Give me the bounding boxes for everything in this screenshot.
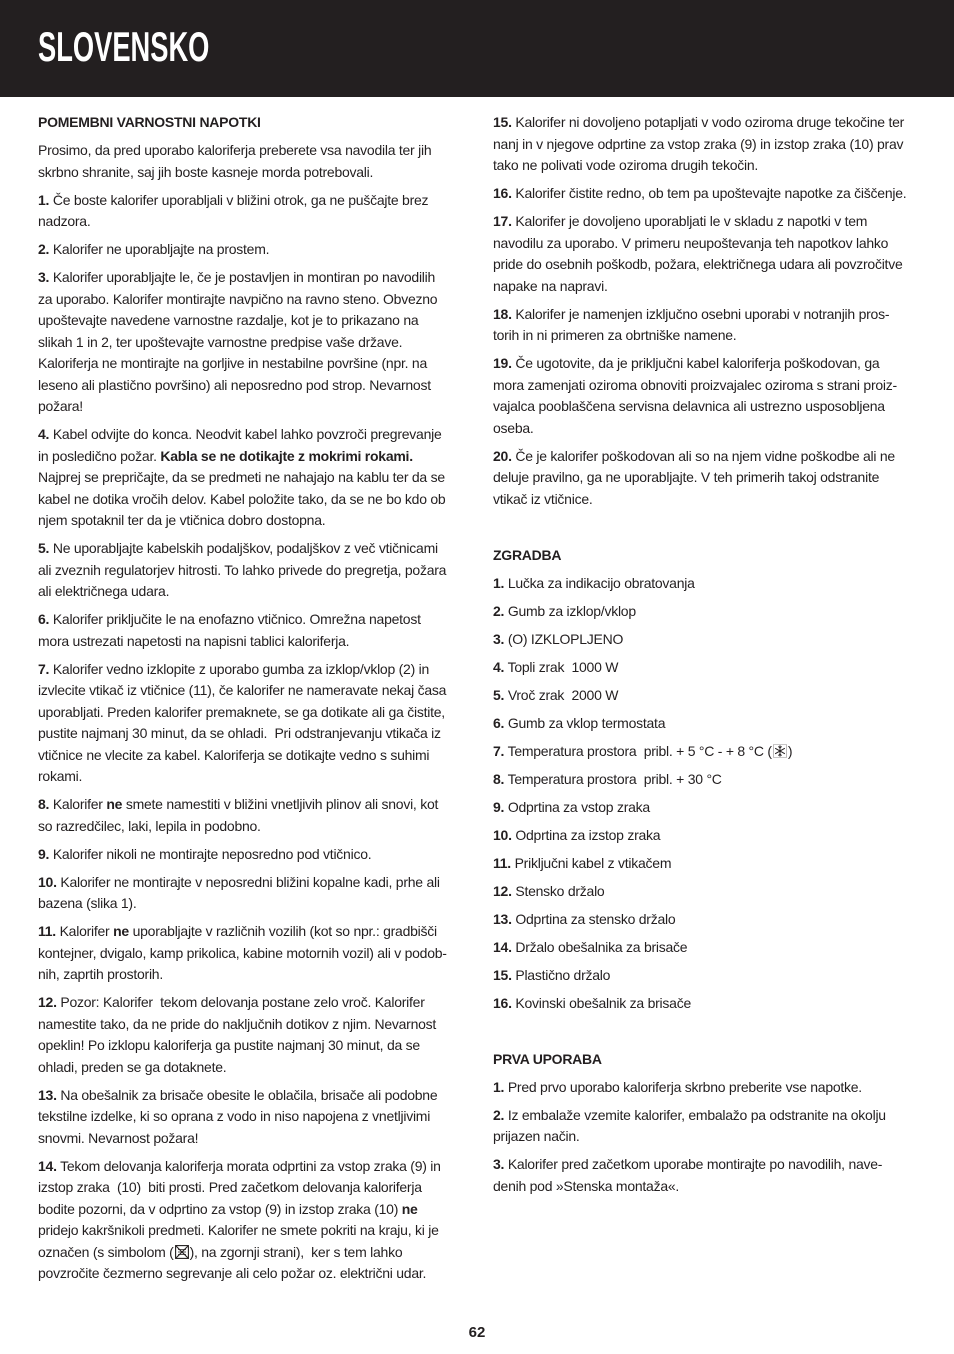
- safety-list-continued: [493, 112, 915, 510]
- item-number: 6.: [493, 714, 505, 731]
- item-text: Najprej se prepričajte, da se predmeti ne nahajajo na kablu ter da se kabel ne dotika vročih delov. Kabel položite tako, da se ne bo kdo ob njem spotaknil ter da je vtičnica dobro dostopna.: [38, 469, 446, 528]
- part-item: [493, 685, 915, 707]
- item-number: 2.: [493, 602, 505, 619]
- item-number: 12.: [38, 994, 57, 1010]
- item-text: Iz embalaže vzemite kalorifer, embalažo pa odstranite na okolju prijazen način.: [493, 1106, 886, 1144]
- part-item: [493, 713, 915, 735]
- item-text: Če ugotovite, da je priključni kabel kaloriferja poškodovan, ga mora zamenjati oziroma obnoviti proizvajalec oziroma s strani proiz- vajalca pooblaščena servisna delavnica ali ustrezno usposobljena oseba.: [493, 355, 897, 436]
- item-text: Kalorifer ne montirajte v neposredni bližini kopalne kadi, prhe ali bazena (slika 1).: [38, 873, 440, 911]
- item-number: 9.: [493, 798, 505, 815]
- item-text: Če je kalorifer poškodovan ali so na njem vidne poškodbe ali ne deluje pravilno, ga ne uporabljajte. V teh primerih takoj odstranite vtikač iz vtičnice.: [493, 447, 895, 507]
- safety-list: [38, 190, 460, 1285]
- item-number: 18.: [493, 305, 512, 322]
- item-text: Topli zrak 1000 W: [504, 658, 619, 675]
- emphasis-text: ne: [401, 1200, 418, 1217]
- item-number: 1.: [493, 1078, 505, 1095]
- part-item: [493, 657, 915, 679]
- emphasis-text: ne: [106, 796, 123, 812]
- snowflake-icon: [773, 744, 787, 758]
- item-number: 7.: [38, 660, 50, 677]
- item-text: ), na zgornji strani), ker s tem lahko povzročite čezmerno segrevanje ali celo požar oz. električni udar.: [38, 1243, 427, 1281]
- item-text: Kalorifer ne uporabljajte na prostem.: [49, 241, 270, 257]
- safety-item: [38, 267, 460, 418]
- item-text: pridejo kakršnikoli predmeti. Kalorifer ne smete pokriti na kraju, ki je označen (s simbolom (: [38, 1222, 439, 1260]
- safety-item: [493, 353, 915, 439]
- item-text: Kalorifer: [49, 796, 107, 812]
- item-text: Na obešalnik za brisače obesite le oblačila, brisače ali podobne tekstilne izdelke, ki so oprana z vodo in niso napojena z vnetljivimi snovmi. Nevarnost požara!: [38, 1086, 438, 1146]
- section-heading-construction: ZGRADBA: [493, 546, 562, 563]
- part-item: [493, 797, 915, 819]
- item-number: 16.: [493, 994, 512, 1011]
- item-text: Odprtina za izstop zraka: [511, 826, 661, 843]
- section-heading-safety: POMEMBNI VARNOSTNI NAPOTKI: [38, 114, 261, 130]
- safety-intro: Prosimo, da pred uporabo kaloriferja preberete vsa navodila ter jih skrbno shranite, saj jih boste kasneje morda potrebovali.: [38, 142, 432, 180]
- item-text: Kalorifer je dovoljeno uporabljati le v skladu z napotki v tem navodilu za uporabo. V primeru neupoštevanja teh napotkov lahko pride do osebnih poškodb, požara, električnega udara ali povzročitve napake na napravi.: [493, 213, 903, 294]
- safety-item: [38, 239, 460, 261]
- item-text: Kalorifer je namenjen izključno osebni uporabi v notranjih pros- torih in ni primeren za obrtniške namene.: [493, 305, 890, 343]
- item-text: Stensko držalo: [511, 882, 605, 899]
- part-item: [493, 881, 915, 903]
- item-number: 1.: [38, 191, 50, 208]
- part-item: [493, 573, 915, 595]
- safety-item: [38, 794, 460, 837]
- item-text: Če boste kalorifer uporabljali v bližini otrok, ga ne puščajte brez nadzora.: [38, 191, 429, 229]
- item-number: 3.: [38, 269, 50, 285]
- item-number: 4.: [38, 426, 50, 442]
- safety-item: [493, 211, 915, 297]
- item-number: 8.: [38, 796, 50, 812]
- step-item: [493, 1105, 915, 1148]
- item-number: 15.: [493, 114, 512, 130]
- part-item: [493, 629, 915, 651]
- item-number: 13.: [38, 1086, 57, 1103]
- safety-item: [38, 659, 460, 788]
- item-text: Kalorifer: [55, 923, 114, 939]
- item-number: 9.: [38, 845, 50, 862]
- item-text: Kovinski obešalnik za brisače: [511, 994, 691, 1011]
- safety-item: [493, 304, 915, 347]
- item-text: Pred prvo uporabo kaloriferja skrbno preberite vse napotke.: [504, 1078, 862, 1095]
- section-heading-first-use: PRVA UPORABA: [493, 1050, 602, 1067]
- item-number: 10.: [38, 873, 57, 890]
- item-text: Držalo obešalnika za brisače: [511, 938, 688, 955]
- part-item: [493, 909, 915, 931]
- item-number: 5.: [38, 540, 50, 556]
- item-text: Temperatura prostora pribl. + 30 °C: [504, 770, 722, 787]
- item-text: Kalorifer pred začetkom uporabe montirajte po navodilih, nave- denih pod »Stenska montaža«.: [493, 1156, 883, 1194]
- item-number: 17.: [493, 213, 512, 229]
- item-text: Kalorifer priključite le na enofazno vtičnico. Omrežna napetost mora ustrezati napetosti na napisni tablici kaloriferja.: [38, 611, 421, 649]
- item-text: Temperatura prostora pribl. + 5 °C - + 8 °C (: [504, 742, 772, 759]
- item-number: 16.: [493, 185, 512, 201]
- item-number: 3.: [493, 1156, 505, 1172]
- safety-item: [38, 538, 460, 603]
- parts-list: [493, 573, 915, 1015]
- safety-item: [493, 112, 915, 177]
- no-cover-icon: [175, 1245, 189, 1259]
- item-text: Kalorifer vedno izklopite z uporabo gumba za izklop/vklop (2) in izvlecite vtikač iz vtičnice (11), če kalorifer ne nameravate nekaj časa uporabljati. Preden kalorifer premaknete, se ga dotikate ali ga čistite, pustite najmanj 30 minut, da se ohladi. Pri odstranjevanju vtikača iz vtičnice ne vlecite za kabel. Kaloriferja se dotikajte vedno s suhimi rokami.: [38, 660, 447, 784]
- part-item: [493, 741, 915, 763]
- safety-item: [493, 446, 915, 511]
- safety-item: [38, 844, 460, 866]
- safety-item: [38, 1085, 460, 1150]
- right-column: [493, 112, 915, 1204]
- part-item: [493, 769, 915, 791]
- item-number: 1.: [493, 574, 505, 591]
- safety-item: [493, 183, 915, 205]
- step-item: [493, 1154, 915, 1197]
- part-item: [493, 853, 915, 875]
- part-item: [493, 601, 915, 623]
- safety-item: [38, 872, 460, 915]
- part-item: [493, 937, 915, 959]
- header-bar: [0, 0, 954, 97]
- item-text: Gumb za vklop termostata: [504, 714, 666, 731]
- item-number: 8.: [493, 770, 505, 787]
- safety-item: [38, 992, 460, 1078]
- item-number: 2.: [493, 1106, 505, 1123]
- first-use-list: [493, 1077, 915, 1198]
- part-item: [493, 993, 915, 1015]
- part-item: [493, 965, 915, 987]
- safety-item: [38, 190, 460, 233]
- item-text: Kalorifer ni dovoljeno potapljati v vodo oziroma druge tekočine ter nanj in v njegove odprtine za vstop zraka (9) in izstop zraka (10) prav tako ne polivati vode oziroma drugih tekočin.: [493, 114, 905, 173]
- emphasis-text: Kabla se ne dotikajte z mokrimi rokami.: [160, 447, 413, 464]
- item-number: 5.: [493, 686, 505, 703]
- item-number: 7.: [493, 742, 505, 759]
- item-number: 14.: [493, 938, 512, 955]
- item-text: Kalorifer nikoli ne montirajte neposredno pod vtičnico.: [49, 845, 372, 862]
- item-number: 11.: [38, 923, 56, 939]
- item-number: 14.: [38, 1157, 57, 1174]
- item-text: Pozor: Kalorifer tekom delovanja postane zelo vroč. Kalorifer namestite tako, da ne pride do naključnih dotikov z njim. Nevarnost opeklin! Po izklopu kaloriferja ga pustite najmanj 30 minut, da se ohladi, preden se ga dotaknete.: [38, 994, 437, 1075]
- item-text: Odprtina za vstop zraka: [504, 798, 650, 815]
- safety-item: [38, 424, 460, 532]
- item-text: Odprtina za stensko držalo: [511, 910, 676, 927]
- item-number: 12.: [493, 882, 512, 899]
- item-number: 6.: [38, 611, 50, 627]
- safety-item: [38, 609, 460, 652]
- item-text: Vroč zrak 2000 W: [504, 686, 619, 703]
- item-number: 3.: [493, 630, 505, 647]
- item-number: 19.: [493, 355, 512, 371]
- emphasis-text: ne: [113, 923, 129, 939]
- language-title: SLOVENSKO: [38, 23, 210, 70]
- item-text: Tekom delovanja kaloriferja morata odprtini za vstop zraka (9) in izstop zraka (10) biti prosti. Pred začetkom delovanja kaloriferja bodite pozorni, da v odprtino za vstop (9) in izstop zraka (10): [38, 1157, 441, 1217]
- left-column: [38, 112, 460, 1291]
- item-text: Kalorifer čistite redno, ob tem pa upoštevajte napotke za čiščenje.: [511, 185, 907, 201]
- item-text: uporabljajte v različnih vozilih (kot so npr.: gradbišči kontejner, dvigalo, kamp prikolica, kabine motornih vozil) ali v podob- nih, zaprtih prostorih.: [38, 923, 447, 982]
- step-item: [493, 1077, 915, 1099]
- safety-item: [38, 1156, 460, 1285]
- item-text: Lučka za indikacijo obratovanja: [504, 574, 695, 591]
- item-number: 11.: [493, 854, 511, 871]
- item-text: ): [787, 742, 793, 759]
- item-text: smete namestiti v bližini vnetljivih plinov ali snovi, kot so razredčilec, laki, lepila in podobno.: [38, 796, 439, 834]
- item-text: Plastično držalo: [511, 966, 611, 983]
- safety-item: [38, 921, 460, 986]
- item-number: 4.: [493, 658, 505, 675]
- item-text: (O) IZKLOPLJENO: [504, 630, 624, 647]
- item-text: Kalorifer uporabljajte le, če je postavljen in montiran po navodilih za uporabo. Kalorifer montirajte navpično na ravno steno. Obvezno upoštevajte navedene varnostne razdalje, kot je to prikazano na slikah 1 in 2, ter upoštevajte varnostne predpise vaše države. Kaloriferja ne montirajte na gorljive in nestabilne površine (npr. na leseno ali plastično površino) ali neposredno pod strop. Nevarnost požara!: [38, 269, 438, 414]
- item-text: Ne uporabljajte kabelskih podaljškov, podaljškov z več vtičnicami ali zveznih regulatorjev hitrosti. To lahko privede do pregretja, požara ali električnega udara.: [38, 540, 447, 599]
- item-text: Gumb za izklop/vklop: [504, 602, 636, 619]
- item-text: Priključni kabel z vtikačem: [510, 854, 672, 871]
- item-text: Kabel odvijte do konca. Neodvit kabel lahko povzroči pregrevanje in posledično požar.: [38, 426, 442, 464]
- part-item: [493, 825, 915, 847]
- page-number: 62: [468, 1324, 486, 1341]
- item-number: 20.: [493, 447, 512, 464]
- item-number: 15.: [493, 966, 512, 983]
- item-number: 2.: [38, 241, 50, 257]
- item-number: 10.: [493, 826, 512, 843]
- item-number: 13.: [493, 910, 512, 927]
